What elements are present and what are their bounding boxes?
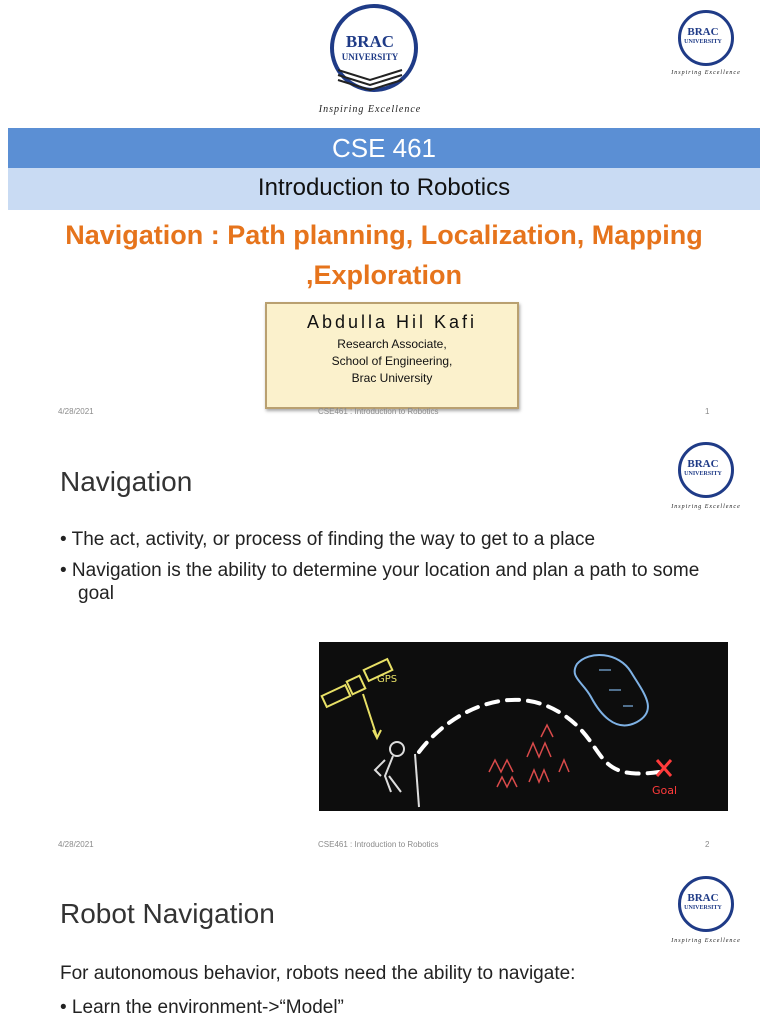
goal-x-icon [657, 760, 671, 776]
logo-tagline: Inspiring Excellence [671, 70, 741, 76]
logo-text-university: UNIVERSITY [684, 39, 722, 45]
logo-text-brac: BRAC [687, 458, 719, 470]
bullet-item: • Navigation is the ability to determine your location and plan a path to some goal [60, 560, 700, 604]
bullet-item: • Learn the environment->“Model” [60, 997, 344, 1018]
logo-tagline: Inspiring Excellence [671, 504, 741, 510]
logo-text-brac: BRAC [687, 892, 719, 904]
logo-text-university: UNIVERSITY [341, 52, 399, 62]
goal-label: Goal [652, 784, 678, 797]
course-name: Introduction to Robotics [257, 174, 511, 201]
slide-title-line1: Navigation : Path planning, Localization, Mapping [65, 220, 703, 250]
course-name-band [8, 168, 760, 210]
slide-1 [0, 0, 768, 423]
slide-2 [0, 432, 768, 856]
satellite-icon [322, 659, 393, 738]
footer-page-number: 1 [705, 407, 710, 416]
logo-text-brac: BRAC [345, 32, 395, 51]
bullet-list [60, 528, 720, 613]
gps-label: GPS [377, 674, 398, 685]
intro-text: For autonomous behavior, robots need the ability to navigate: [60, 963, 576, 984]
bullet-list [60, 996, 720, 1024]
footer-course: CSE461 : Introduction to Robotics [318, 407, 439, 416]
book-icon [336, 66, 404, 92]
slide-heading: Navigation [60, 466, 193, 497]
logo-ring [678, 442, 734, 498]
logo-tagline: Inspiring Excellence [671, 938, 741, 944]
navigation-illustration [319, 642, 728, 811]
slide-heading: Robot Navigation [60, 898, 275, 929]
course-code-band [8, 128, 760, 168]
author-name: Abdulla Hil Kafi [306, 312, 478, 332]
footer-date: 4/28/2021 [58, 407, 94, 416]
slide-title-line2: ,Exploration [305, 260, 462, 290]
logo-tagline: Inspiring Excellence [318, 104, 422, 115]
author-org: Brac University [351, 371, 433, 385]
footer-course: CSE461 : Introduction to Robotics [318, 840, 439, 849]
footer-page-number: 2 [705, 840, 710, 849]
chalkboard-drawing [319, 642, 728, 811]
logo-text-university: UNIVERSITY [684, 471, 722, 477]
bullet-item: • The act, activity, or process of finding the way to get to a place [60, 529, 596, 550]
brac-logo-small [666, 10, 746, 80]
logo-text-university: UNIVERSITY [684, 905, 722, 911]
author-dept: School of Engineering, [331, 354, 453, 368]
brac-logo-small [666, 876, 746, 946]
author-role: Research Associate, [337, 337, 447, 351]
course-code: CSE 461 [331, 133, 437, 163]
logo-ring [678, 10, 734, 66]
footer-date: 4/28/2021 [58, 840, 94, 849]
author-card [265, 302, 519, 409]
brac-logo-small [666, 442, 746, 512]
brac-logo-large [300, 4, 440, 119]
slide-footer [0, 840, 768, 854]
slide-3 [0, 866, 768, 1024]
mountains-icon [489, 725, 569, 787]
slide-footer [0, 407, 768, 421]
dashed-route [419, 700, 659, 774]
logo-ring [678, 876, 734, 932]
hiker-icon [375, 742, 419, 807]
logo-text-brac: BRAC [687, 26, 719, 38]
